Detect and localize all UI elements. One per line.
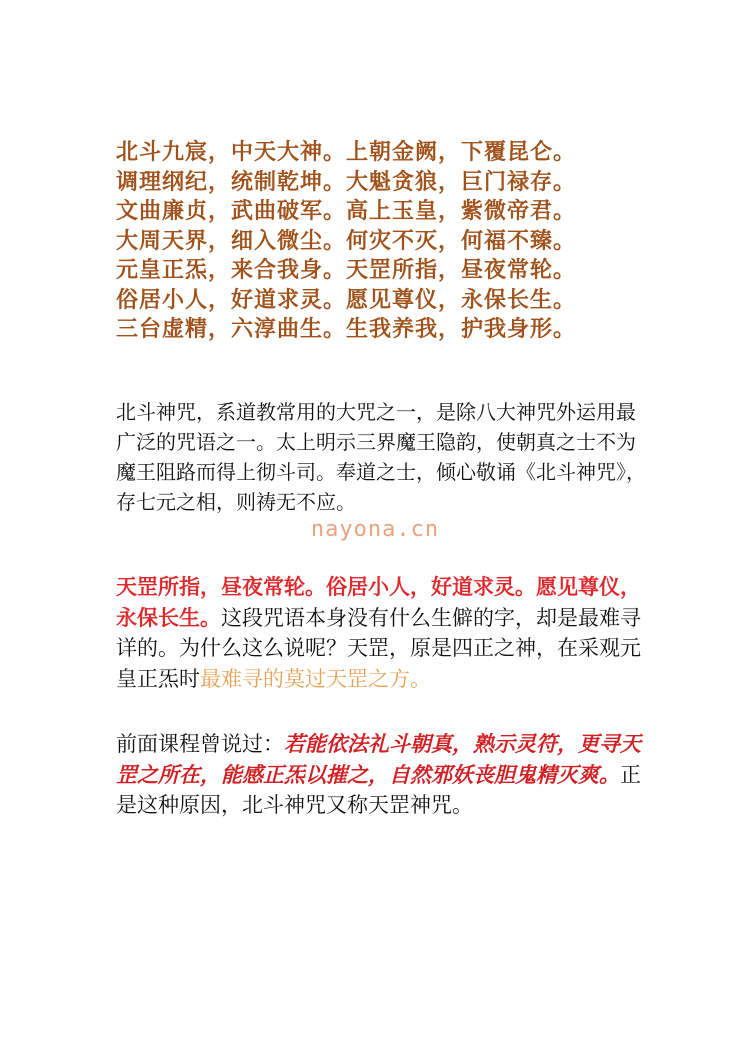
analysis-text: 这段咒语本身没有什么生僻的字，却是最难寻详的。为什么这么说呢？天罡，原是四正之神，在采观元皇正炁时 [116,605,641,691]
poem-line: 调理纲纪，统制乾坤。大魁贪狼，巨门禄存。 [116,168,577,195]
poem-line: 北斗九宸，中天大神。上朝金阙，下覆昆仑。 [116,139,577,165]
quote-outro: 正是这种原因，北斗神咒又称天罡神咒。 [116,762,641,817]
poem-line: 文曲廉贞，武曲破军。高上玉皇，紫微帝君。 [116,198,577,224]
analysis-paragraph [116,572,646,694]
poem-line: 元皇正炁，来合我身。天罡所指，昼夜常轮。 [116,257,577,283]
poem-block [116,138,656,345]
quote-intro: 前面课程曾说过： [116,732,284,756]
poem-line: 三台虚精，六淳曲生。生我养我，护我身形。 [116,316,577,342]
watermark-text: nayona.cn [310,517,440,542]
intro-paragraph: 北斗神咒，系道教常用的大咒之一，是除八大神咒外运用最广泛的咒语之一。太上明示三界魔王隐韵，使朝真之士不为魔王阻路而得上彻斗司。奉道之士，倾心敬诵《北斗神咒》，存七元之相，则祷无不应。 [116,400,646,514]
poem-line: 大周天界，细入微尘。何灾不灭，何福不臻。 [116,227,577,254]
quote-paragraph [116,729,646,821]
poem-line: 俗居小人，好道求灵。愿见尊仪，永保长生。 [116,286,577,313]
highlighted-conclusion: 最难寻的莫过天罡之方。 [200,666,431,691]
quoted-passage: 若能依法礼斗朝真，熟示灵符，更寻天罡之所在，能感正炁以摧之，自然邪妖丧胆鬼精灭爽。 [116,731,641,787]
highlighted-verse: 天罡所指，昼夜常轮。俗居小人，好道求灵。愿见尊仪，永保长生。 [116,574,641,630]
